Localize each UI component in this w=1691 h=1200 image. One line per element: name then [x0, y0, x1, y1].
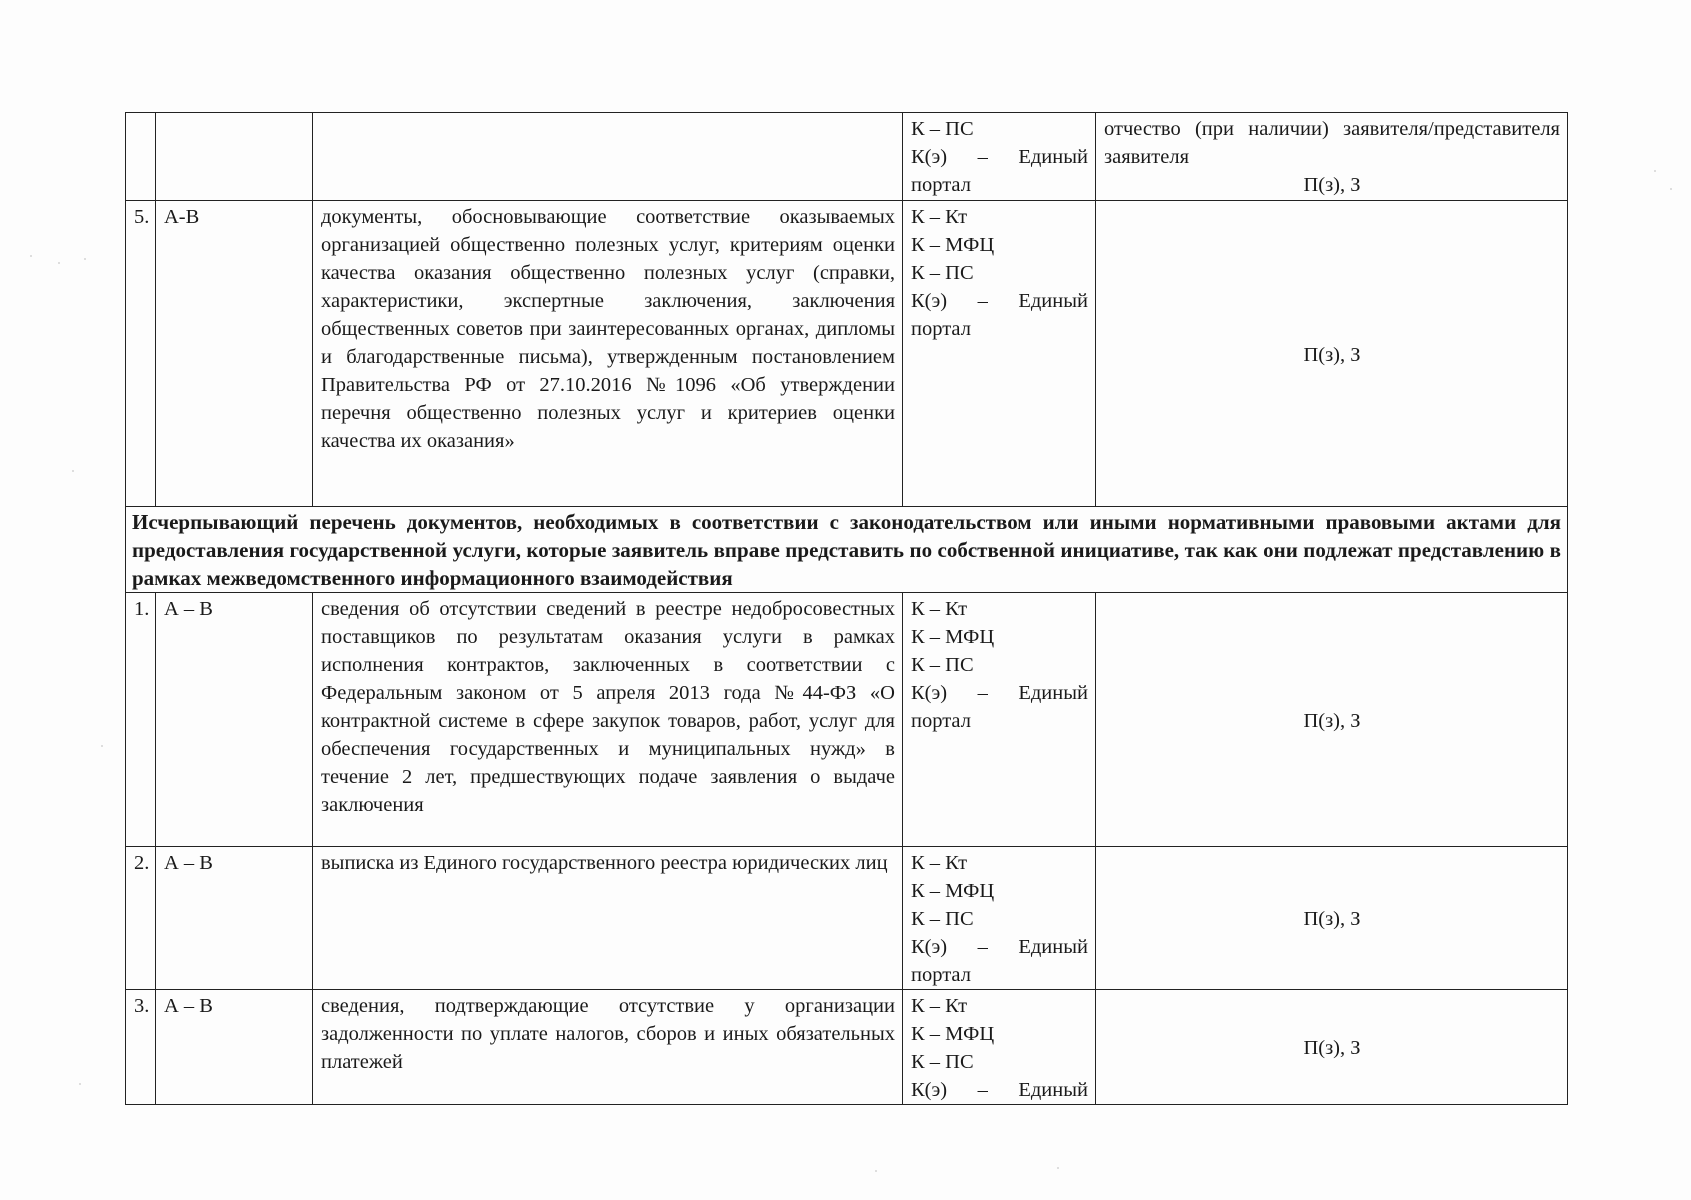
method-item: К – Кт — [911, 206, 968, 228]
table-row — [126, 201, 1568, 507]
scan-speck — [1670, 188, 1672, 190]
method-item: К – ПС — [911, 1051, 974, 1073]
method-item-portal: К(э) – Единый — [911, 1079, 1088, 1101]
row-methods — [903, 113, 1096, 201]
row-number: 2. — [126, 847, 156, 990]
row-result: П(з), З — [1096, 847, 1568, 990]
method-item-portal-cont: портал — [911, 964, 971, 986]
row-result: П(з), З — [1096, 201, 1568, 507]
result-code: П(з), З — [1303, 174, 1361, 196]
method-item-portal: К(э) – Единый — [911, 290, 1088, 312]
method-item: К – МФЦ — [911, 234, 995, 256]
row-result: П(з), З — [1096, 990, 1568, 1105]
row-code: А – В — [156, 593, 313, 847]
method-item-portal-cont: портал — [911, 174, 971, 196]
row-description: сведения, подтверждающие отсутствие у организации задолженности по уплате налогов, сборов и иных обязательных платежей — [313, 990, 903, 1105]
scan-speck — [30, 255, 32, 257]
section-heading-row — [126, 507, 1568, 593]
method-item-portal: К(э) – Единый — [911, 146, 1088, 168]
row-code — [156, 113, 313, 201]
row-code: А-В — [156, 201, 313, 507]
method-item-portal-cont: портал — [911, 318, 971, 340]
result-text: отчество (при наличии) заявителя/представителя заявителя — [1104, 118, 1560, 168]
method-item: К – ПС — [911, 118, 974, 140]
table-row — [126, 113, 1568, 201]
method-item-portal: К(э) – Единый — [911, 682, 1088, 704]
row-code: А – В — [156, 847, 313, 990]
documents-table — [125, 112, 1568, 1105]
scan-speck — [875, 1170, 877, 1172]
row-description: документы, обосновывающие соответствие оказываемых организацией общественно полезных услуг, критериям оценки качества оказания общественно полезных услуг (справки, характеристики, экспертные заключения, заключения общественных советов при заинтересованных органах, дипломы и благодарственные письма), утвержденным постановлением Правительства РФ от 27.10.2016 №1096 «Об утверждении перечня общественно полезных услуг и критериев оценки качества их оказания» — [313, 201, 903, 507]
row-number: 3. — [126, 990, 156, 1105]
method-item: К – Кт — [911, 995, 968, 1017]
method-item-portal: К(э) – Единый — [911, 936, 1088, 958]
section-heading: Исчерпывающий перечень документов, необходимых в соответствии с законодательством или иными нормативными правовыми актами для предоставления государственной услуги, которые заявитель вправе представить по собственной инициативе, так как они подлежат представлению в рамках межведомственного информационного взаимодействия — [126, 507, 1568, 593]
method-item-portal-cont: портал — [911, 710, 971, 732]
method-item: К – МФЦ — [911, 880, 995, 902]
row-methods — [903, 847, 1096, 990]
scan-speck — [72, 470, 74, 472]
scan-speck — [79, 1083, 81, 1085]
row-number — [126, 113, 156, 201]
row-description — [313, 113, 903, 201]
scan-speck — [58, 262, 60, 264]
row-code: А – В — [156, 990, 313, 1105]
table-row — [126, 593, 1568, 847]
method-item: К – ПС — [911, 654, 974, 676]
row-result — [1096, 113, 1568, 201]
row-methods — [903, 201, 1096, 507]
method-item: К – ПС — [911, 908, 974, 930]
scan-speck — [1654, 170, 1656, 172]
row-number: 5. — [126, 201, 156, 507]
method-item: К – Кт — [911, 852, 968, 874]
row-result: П(з), З — [1096, 593, 1568, 847]
scan-speck — [84, 258, 86, 260]
scan-speck — [1057, 1167, 1059, 1169]
row-number: 1. — [126, 593, 156, 847]
row-methods — [903, 593, 1096, 847]
table-row — [126, 847, 1568, 990]
method-item: К – ПС — [911, 262, 974, 284]
row-methods — [903, 990, 1096, 1105]
method-item: К – МФЦ — [911, 1023, 995, 1045]
row-description: сведения об отсутствии сведений в реестре недобросовестных поставщиков по результатам оказания услуги в рамках исполнения контрактов, заключенных в соответствии с Федеральным законом от 5 апреля 2013 года №44-ФЗ «О контрактной системе в сфере закупок товаров, работ, услуг для обеспечения государственных и муниципальных нужд» в течение 2 лет, предшествующих подаче заявления о выдаче заключения — [313, 593, 903, 847]
table-row — [126, 990, 1568, 1105]
method-item: К – Кт — [911, 598, 968, 620]
scan-speck — [101, 745, 103, 747]
method-item: К – МФЦ — [911, 626, 995, 648]
row-description: выписка из Единого государственного реестра юридических лиц — [313, 847, 903, 990]
